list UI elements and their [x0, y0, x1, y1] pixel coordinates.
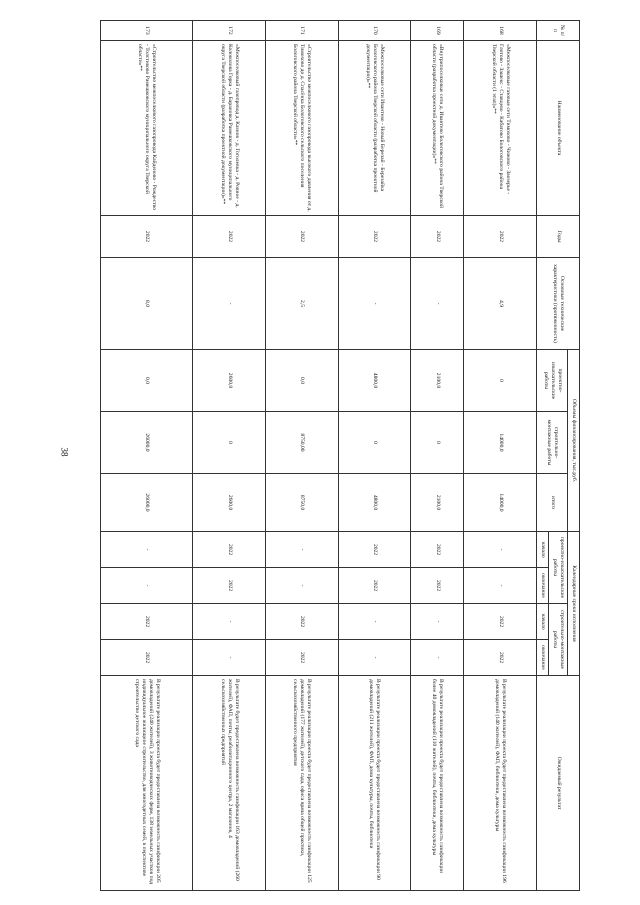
row-num: 168 — [464, 21, 537, 41]
row-smr-start: - — [338, 604, 411, 640]
row-pir-start: - — [101, 532, 193, 568]
row-fin-construction: 0 — [338, 412, 411, 474]
row-result: В результате реализации проекта будет предоставлена возможность газификации более 40 домовладений (110 жителей), почты, библиотеки, дома культуры — [411, 676, 464, 891]
col-name-header: Наименование объекта — [537, 41, 580, 216]
row-fin-design: 0 — [464, 350, 537, 412]
row-years: 2022 — [193, 216, 266, 258]
row-fin-construction: 0 — [411, 412, 464, 474]
row-specs: 4,9 — [464, 258, 537, 350]
row-pir-end: 2022 — [411, 568, 464, 604]
row-result: В результате реализации проекта будет предоставлена возможность газификации 196 домовладений (140 жителей), ФАП, библиотеки, дома культуры — [464, 676, 537, 891]
row-name: «Межпоселковый газопровод д. Казнов - д. Гоголевка - д. Ровное - д. Колоколова Горка - д. Барановка Рамешковского муниципального округа Тверской области (разработка проектной документации)»** — [193, 41, 266, 216]
row-num: 172 — [193, 21, 266, 41]
col-num-header: № п/п — [537, 21, 580, 41]
col-fin-total-header: итого — [537, 474, 568, 532]
row-pir-start: 2022 — [411, 532, 464, 568]
row-fin-total: 2100,0 — [411, 474, 464, 532]
row-years: 2022 — [101, 216, 193, 258]
row-years: 2022 — [411, 216, 464, 258]
col-schedule-header: Календарные сроки исполнения — [568, 532, 580, 676]
row-smr-start: 2022 — [265, 604, 338, 640]
row-pir-start: 2022 — [193, 532, 266, 568]
row-pir-start: - — [464, 532, 537, 568]
col-sched-design-header: проектно-изыскательские работы — [549, 532, 568, 604]
col-sched-construction-header: строительно-монтажные работы — [549, 604, 568, 676]
table-row — [411, 21, 464, 891]
col-specs-header: Основные технические характеристики (протяженность) — [537, 258, 580, 350]
row-fin-total: 8750,0 — [265, 474, 338, 532]
row-smr-end: 2022 — [101, 640, 193, 676]
row-specs: - — [193, 258, 266, 350]
row-fin-total: 14000,0 — [464, 474, 537, 532]
row-smr-start: 2022 — [464, 604, 537, 640]
row-pir-end: - — [101, 568, 193, 604]
col-result-header: Ожидаемый результат — [537, 676, 580, 891]
row-fin-total: 2600,0 — [193, 474, 266, 532]
row-pir-start: 2022 — [338, 532, 411, 568]
table-row — [464, 21, 537, 891]
row-years: 2022 — [338, 216, 411, 258]
row-smr-start: - — [193, 604, 266, 640]
row-name: «Межпоселковые сети Ивантево - Новый Березай - Березайка Бологовского района Тверской области (разработка проектной документации)»** — [338, 41, 411, 216]
col-smr-start-header: начало — [537, 604, 549, 640]
row-pir-end: - — [464, 568, 537, 604]
row-smr-end: 2022 — [265, 640, 338, 676]
row-pir-start: - — [265, 532, 338, 568]
row-smr-end: - — [411, 640, 464, 676]
col-fin-construction-header: строительно-монтажные работы — [537, 412, 568, 474]
table-canvas — [100, 20, 580, 890]
col-pir-start-header: начало — [537, 532, 549, 568]
table-row — [101, 21, 193, 891]
row-name: «Межпоселковые газовые сети Тимохово - Чижово - Заозерье - Глотово - Зашекс - Ставцево - Кабатово Бологовского района Тверской области (1 этап)»** — [464, 41, 537, 216]
table-row — [265, 21, 338, 891]
table-row — [338, 21, 411, 891]
row-result: В результате будет предоставлена возможность газификации 163 домовладений (260 жителей), ФАП, почты, реабилитационного центра, 2 магазинов, 4 сельскохозяйственных предприятий — [193, 676, 266, 891]
row-result: В результате реализации проекта будет предоставлена возможность газификации 125 домовладений (177 жителей), детского сада, офиса врача общей практики, сельскохозяйственного предприятия — [265, 676, 338, 891]
header-row-1 — [568, 21, 580, 891]
row-smr-start: 2022 — [101, 604, 193, 640]
row-smr-end: - — [193, 640, 266, 676]
row-fin-construction: 14000,0 — [464, 412, 537, 474]
table-row — [193, 21, 266, 891]
row-fin-design: 2100,0 — [411, 350, 464, 412]
row-fin-total: 26000,0 — [101, 474, 193, 532]
row-fin-design: 4800,0 — [338, 350, 411, 412]
row-fin-design: 0,0 — [265, 350, 338, 412]
row-specs: 2,5 — [265, 258, 338, 350]
row-smr-end: - — [338, 640, 411, 676]
row-smr-start: - — [411, 604, 464, 640]
row-specs: - — [338, 258, 411, 350]
col-years-header: Годы — [537, 216, 580, 258]
col-smr-end-header: окончание — [537, 640, 549, 676]
row-pir-end: 2022 — [338, 568, 411, 604]
row-fin-construction: 8750,00 — [265, 412, 338, 474]
row-num: 170 — [338, 21, 411, 41]
row-pir-end: 2022 — [193, 568, 266, 604]
row-fin-design: 0,0 — [101, 350, 193, 412]
row-name: «Внутрипоселковые сети д. Ивантево Бологовского района Тверской области (разработка проектной документации)»** — [411, 41, 464, 216]
row-num: 173 — [101, 21, 193, 41]
row-smr-end: 2022 — [464, 640, 537, 676]
row-fin-construction: 0 — [193, 412, 266, 474]
row-specs: - — [411, 258, 464, 350]
row-years: 2022 — [464, 216, 537, 258]
row-num: 169 — [411, 21, 464, 41]
row-fin-construction: 26000,0 — [101, 412, 193, 474]
investment-table — [100, 20, 580, 891]
row-pir-end: - — [265, 568, 338, 604]
row-name: «Строительство межпоселкового газопровода Кайденово - Рождество - Толстиково Рамешковского муниципального округа Тверской области»** — [101, 41, 193, 216]
row-fin-design: 2600,0 — [193, 350, 266, 412]
page-number: 38 — [59, 447, 70, 457]
row-years: 2022 — [265, 216, 338, 258]
col-fin-design-header: проектно-изыскательские работы — [537, 350, 568, 412]
col-financing-header: Объемы финансирования, тыс.руб. — [568, 350, 580, 532]
row-result: В результате реализации проекта будет предоставлена возможность газификации 205 домовладений (240 жителей), 3 животноводческих ферм, 138 земельных участков под индивидуальное жилищное строительство, для многодетных семей, в перспективе строительство детского сада — [101, 676, 193, 891]
row-num: 171 — [265, 21, 338, 41]
col-pir-end-header: окончание — [537, 568, 549, 604]
row-fin-total: 4800,0 — [338, 474, 411, 532]
row-specs: 8,0 — [101, 258, 193, 350]
row-result: В результате реализации проекта будет предоставлена возможность газификации 90 домовладений (211 жителей), ФАП, дома культуры, почты, библиотеки — [338, 676, 411, 891]
row-name: «Строительство межпоселкового газопровода высокого давления от д. Тимохово до д. Спасёнка Бологовского сельского поселения Бологовского района Тверской области»** — [265, 41, 338, 216]
